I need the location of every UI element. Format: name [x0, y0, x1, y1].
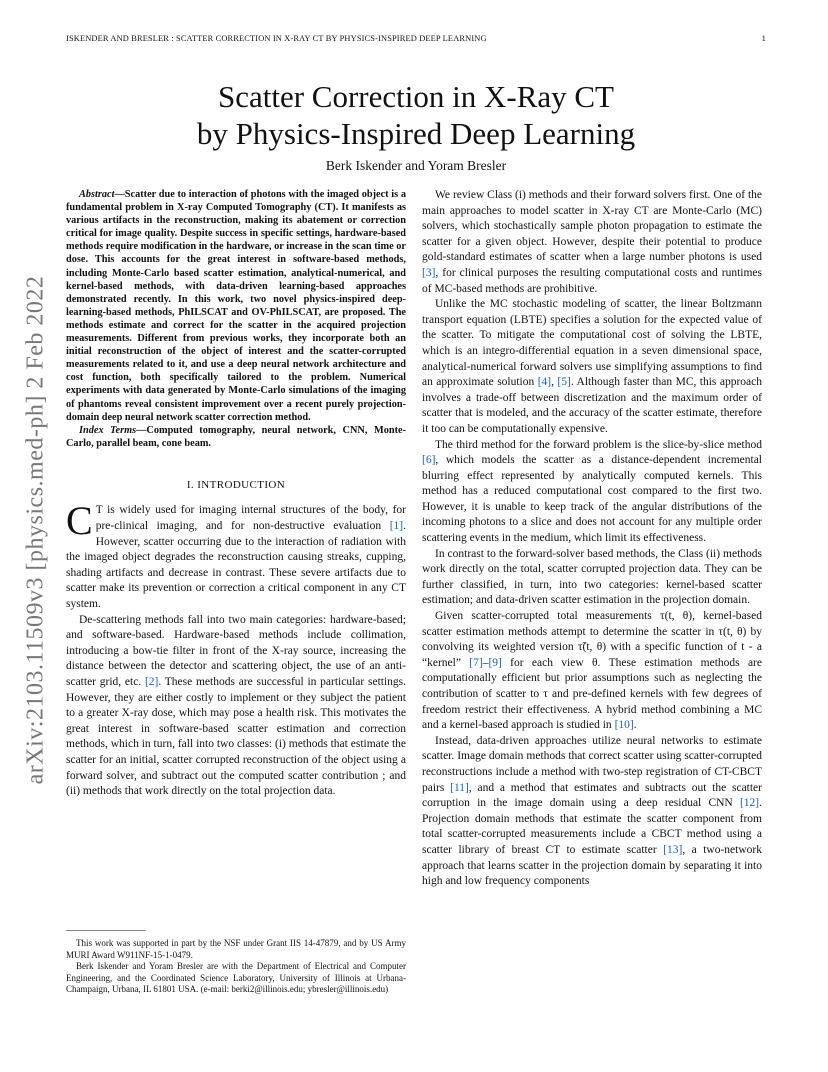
- citation-link[interactable]: [9]: [488, 656, 502, 669]
- citation-link[interactable]: [13]: [663, 843, 683, 856]
- citation-link[interactable]: [4]: [537, 376, 552, 389]
- index-terms: [66, 424, 406, 450]
- text-run: ,: [551, 376, 558, 389]
- index-terms-text: —Computed tomography, neural network, CNN, Monte-Carlo, parallel beam, cone beam.: [66, 424, 406, 449]
- footnote-rule: [66, 930, 146, 931]
- citation-link[interactable]: [5]: [557, 376, 571, 389]
- citation-link[interactable]: [7]: [469, 656, 483, 669]
- right-column: [422, 188, 762, 890]
- text-run: The third method for the forward problem is the slice-by-slice method: [435, 438, 762, 451]
- title-line-2: by Physics-Inspired Deep Learning: [196, 116, 636, 151]
- intro-paragraph-6: In contrast to the forward-solver based methods, the Class (ii) methods work directly on the total, scatter corrupted projection data. They can be further classified, in turn, into two categories: kernel-based scatter estimation; and data-driven scatter estimation in the projection domain.: [422, 547, 762, 607]
- text-run: . Projection domain methods that estimate the scatter component from total scatter-corrupted measurements include a CBCT method using a scatter library of breast CT to estimate scatter: [422, 797, 762, 856]
- text-run: Given scatter-corrupted total measurements τ(t, θ), kernel-based scatter estimation methods attempt to determine the scatter in τ(t, θ) by convolving its weighted version τ̃(t, θ) with a specific function of t - a “kernel”: [422, 610, 762, 669]
- text-run: . Although faster than MC, this approach involves a trade-off between discretization and the maximum order of scatter that is modeled, and the accuracy of the scatter estimate, therefore it too can be computationally expensive.: [422, 376, 762, 435]
- intro-paragraph-8: [422, 734, 762, 890]
- text-run: , for clinical purposes the resulting computational costs and runtimes of MC-based methods are prohibitive.: [422, 266, 762, 295]
- intro-paragraph-3: [422, 188, 762, 297]
- index-terms-lead: Index Terms: [79, 424, 137, 436]
- running-head: [66, 34, 766, 43]
- text-run: . However, scatter occurring due to the interaction of radiation with the imaged object degrades the reconstruction causing streaks, cupping, shading artifacts and decrease in contrast. These severe artifacts due to scatter make its prevention or correction a critical component in any CT system.: [66, 520, 406, 611]
- abstract: [66, 188, 406, 424]
- citation-link[interactable]: [3]: [422, 266, 436, 279]
- text-run: T is widely used for imaging internal structures of the body, for pre-clinical imaging, and for non-destructive evaluation: [95, 504, 406, 533]
- title-line-1: Scatter Correction in X-Ray CT: [217, 79, 614, 114]
- arxiv-stamp-text: arXiv:2103.11509v3 [physics.med-ph] 2 Feb 2022: [22, 275, 49, 785]
- text-run: .: [633, 719, 637, 732]
- intro-paragraph-1: [66, 498, 406, 612]
- citation-link[interactable]: [6]: [422, 454, 436, 467]
- intro-paragraph-7: [422, 609, 762, 734]
- text-run: Unlike the MC stochastic modeling of scatter, the linear Boltzmann transport equation (LBTE) specifies a solution for the expected value of the scatter. To mitigate the computational cost of solving the LBTE, which is an integro-differential equation in a seven dimensional space, analytical-numerical forward solvers use simplifying assumptions to find an approximate solution: [422, 298, 762, 389]
- arxiv-stamp: [22, 250, 50, 810]
- intro-paragraph-5: [422, 438, 762, 547]
- abstract-text: —Scatter due to interaction of photons with the imaged object is a fundamental problem in X-ray Computed Tomography (CT). It manifests as various artifacts in the reconstruction, making its abatement or correction critical for image quality. Despite success in specific settings, hardware-based methods require modification in the hardware, or increase in the scan time or dose. This accounts for the great interest in software-based methods, including Monte-Carlo based scatter estimation, analytical-numerical, and kernel-based methods, with data-driven learning-based approaches demonstrated recently. In this work, two novel physics-inspired deep-learning-based methods, PhILSCAT and OV-PhILSCAT, are proposed. The methods estimate and correct for the scatter in the acquired projection measurements. Different from previous works, they incorporate both an initial reconstruction of the object of interest and the scatter-corrupted measurements related to it, and use a deep neural network architecture and cost function, both specifically tailored to the problem. Numerical experiments with data generated by Monte-Carlo simulations of the imaging of phantoms reveal consistent improvement over a recent purely projection-domain deep neural network scatter correction method.: [66, 189, 406, 423]
- citation-link[interactable]: [1]: [389, 520, 404, 533]
- footnote-funding: This work was supported in part by the NSF under Grant IIS 14-47879, and by US Army MURI Award W911NF-15-1-0479.: [66, 938, 406, 960]
- left-column: [66, 188, 406, 800]
- page-number: 1: [761, 34, 766, 43]
- dropcap: C: [66, 498, 93, 544]
- text-run: We review Class (i) methods and their forward solvers first. One of the main approaches to model scatter in X-ray CT are Monte-Carlo (MC) solvers, which stochastically sample photon propagation to estimate the scatter for a given object. However, despite their potential to produce gold-standard estimates of scatter when a large number photons is used: [422, 189, 762, 264]
- citation-link[interactable]: [2]: [144, 676, 159, 688]
- citation-link[interactable]: [10]: [614, 719, 634, 732]
- running-title: ISKENDER AND BRESLER : SCATTER CORRECTION IN X-RAY CT BY PHYSICS-INSPIRED DEEP LEARNING: [66, 34, 487, 43]
- text-run: Instead, data-driven approaches utilize neural networks to estimate scatter. Image domain methods that correct scatter using scatter-corrupted reconstructions include a method with two-step registration of CT-CBCT pairs: [422, 734, 762, 794]
- paper-title: [66, 78, 766, 152]
- text-run: , a two-network approach that learns scatter in the projection domain by separating it into high and low frequency components: [422, 843, 762, 888]
- abstract-lead: Abstract: [79, 189, 115, 200]
- authors: Berk Iskender and Yoram Bresler: [325, 158, 507, 173]
- intro-paragraph-4: [422, 297, 762, 437]
- text-run: . These methods are successful in particular settings. However, they are either costly to implement or they subject the patient to a greater X-ray dose, which may pose a health risk. This motivates the great interest in software-based scatter estimation and correction methods, which in turn, fall into two classes: (i) methods that estimate the scatter for an initial, scatter corrupted reconstruction of the object using a forward solver, and subtract out the computed scatter contribution ; and (ii) methods that work directly on the total projection data.: [66, 676, 407, 798]
- intro-paragraph-2: [66, 613, 406, 800]
- text-run: for each view θ. These estimation methods are computationally efficient but prior assumptions such as neglecting the contribution of scatter to τ and pre-defined kernels with few degrees of freedom restrict their effectiveness. A hybrid method combining a MC and a kernel-based approach is studied in: [422, 656, 762, 732]
- footnote-affiliation: Berk Iskender and Yoram Bresler are with the Department of Electrical and Computer Engineering, and the Coordinated Science Laboratory, University of Illinois at Urbana-Champaign, Urbana, IL 61801 USA. (e-mail: berki2@illinois.edu; ybresler@illinois.edu): [66, 961, 406, 995]
- citation-link[interactable]: [11]: [450, 781, 469, 794]
- section-heading-introduction: I. INTRODUCTION: [186, 478, 286, 491]
- text-run: , which models the scatter as a distance-dependent incremental blurring effect represented by analytically computed kernels. This method has a reduced computational cost compared to the first two. However, it is unable to keep track of the angular distributions of the incoming photons to a slice and does not account for any multiple order scattering events in the medium, which limit its effectiveness.: [422, 454, 762, 545]
- text-run: –: [482, 656, 489, 669]
- citation-link[interactable]: [12]: [739, 797, 760, 810]
- text-run: De-scattering methods fall into two main categories: hardware-based; and software-based. Hardware-based methods include collimation, introducing a bow-tie filter in front of the X-ray source, increasing the distance between the detector and scattering object, the use of an anti-scatter grid, etc.: [66, 613, 406, 688]
- text-run: , and a method that estimates and subtracts out the scatter corruption in the image domain using a deep residual CNN: [422, 781, 762, 810]
- footnotes: [66, 938, 406, 996]
